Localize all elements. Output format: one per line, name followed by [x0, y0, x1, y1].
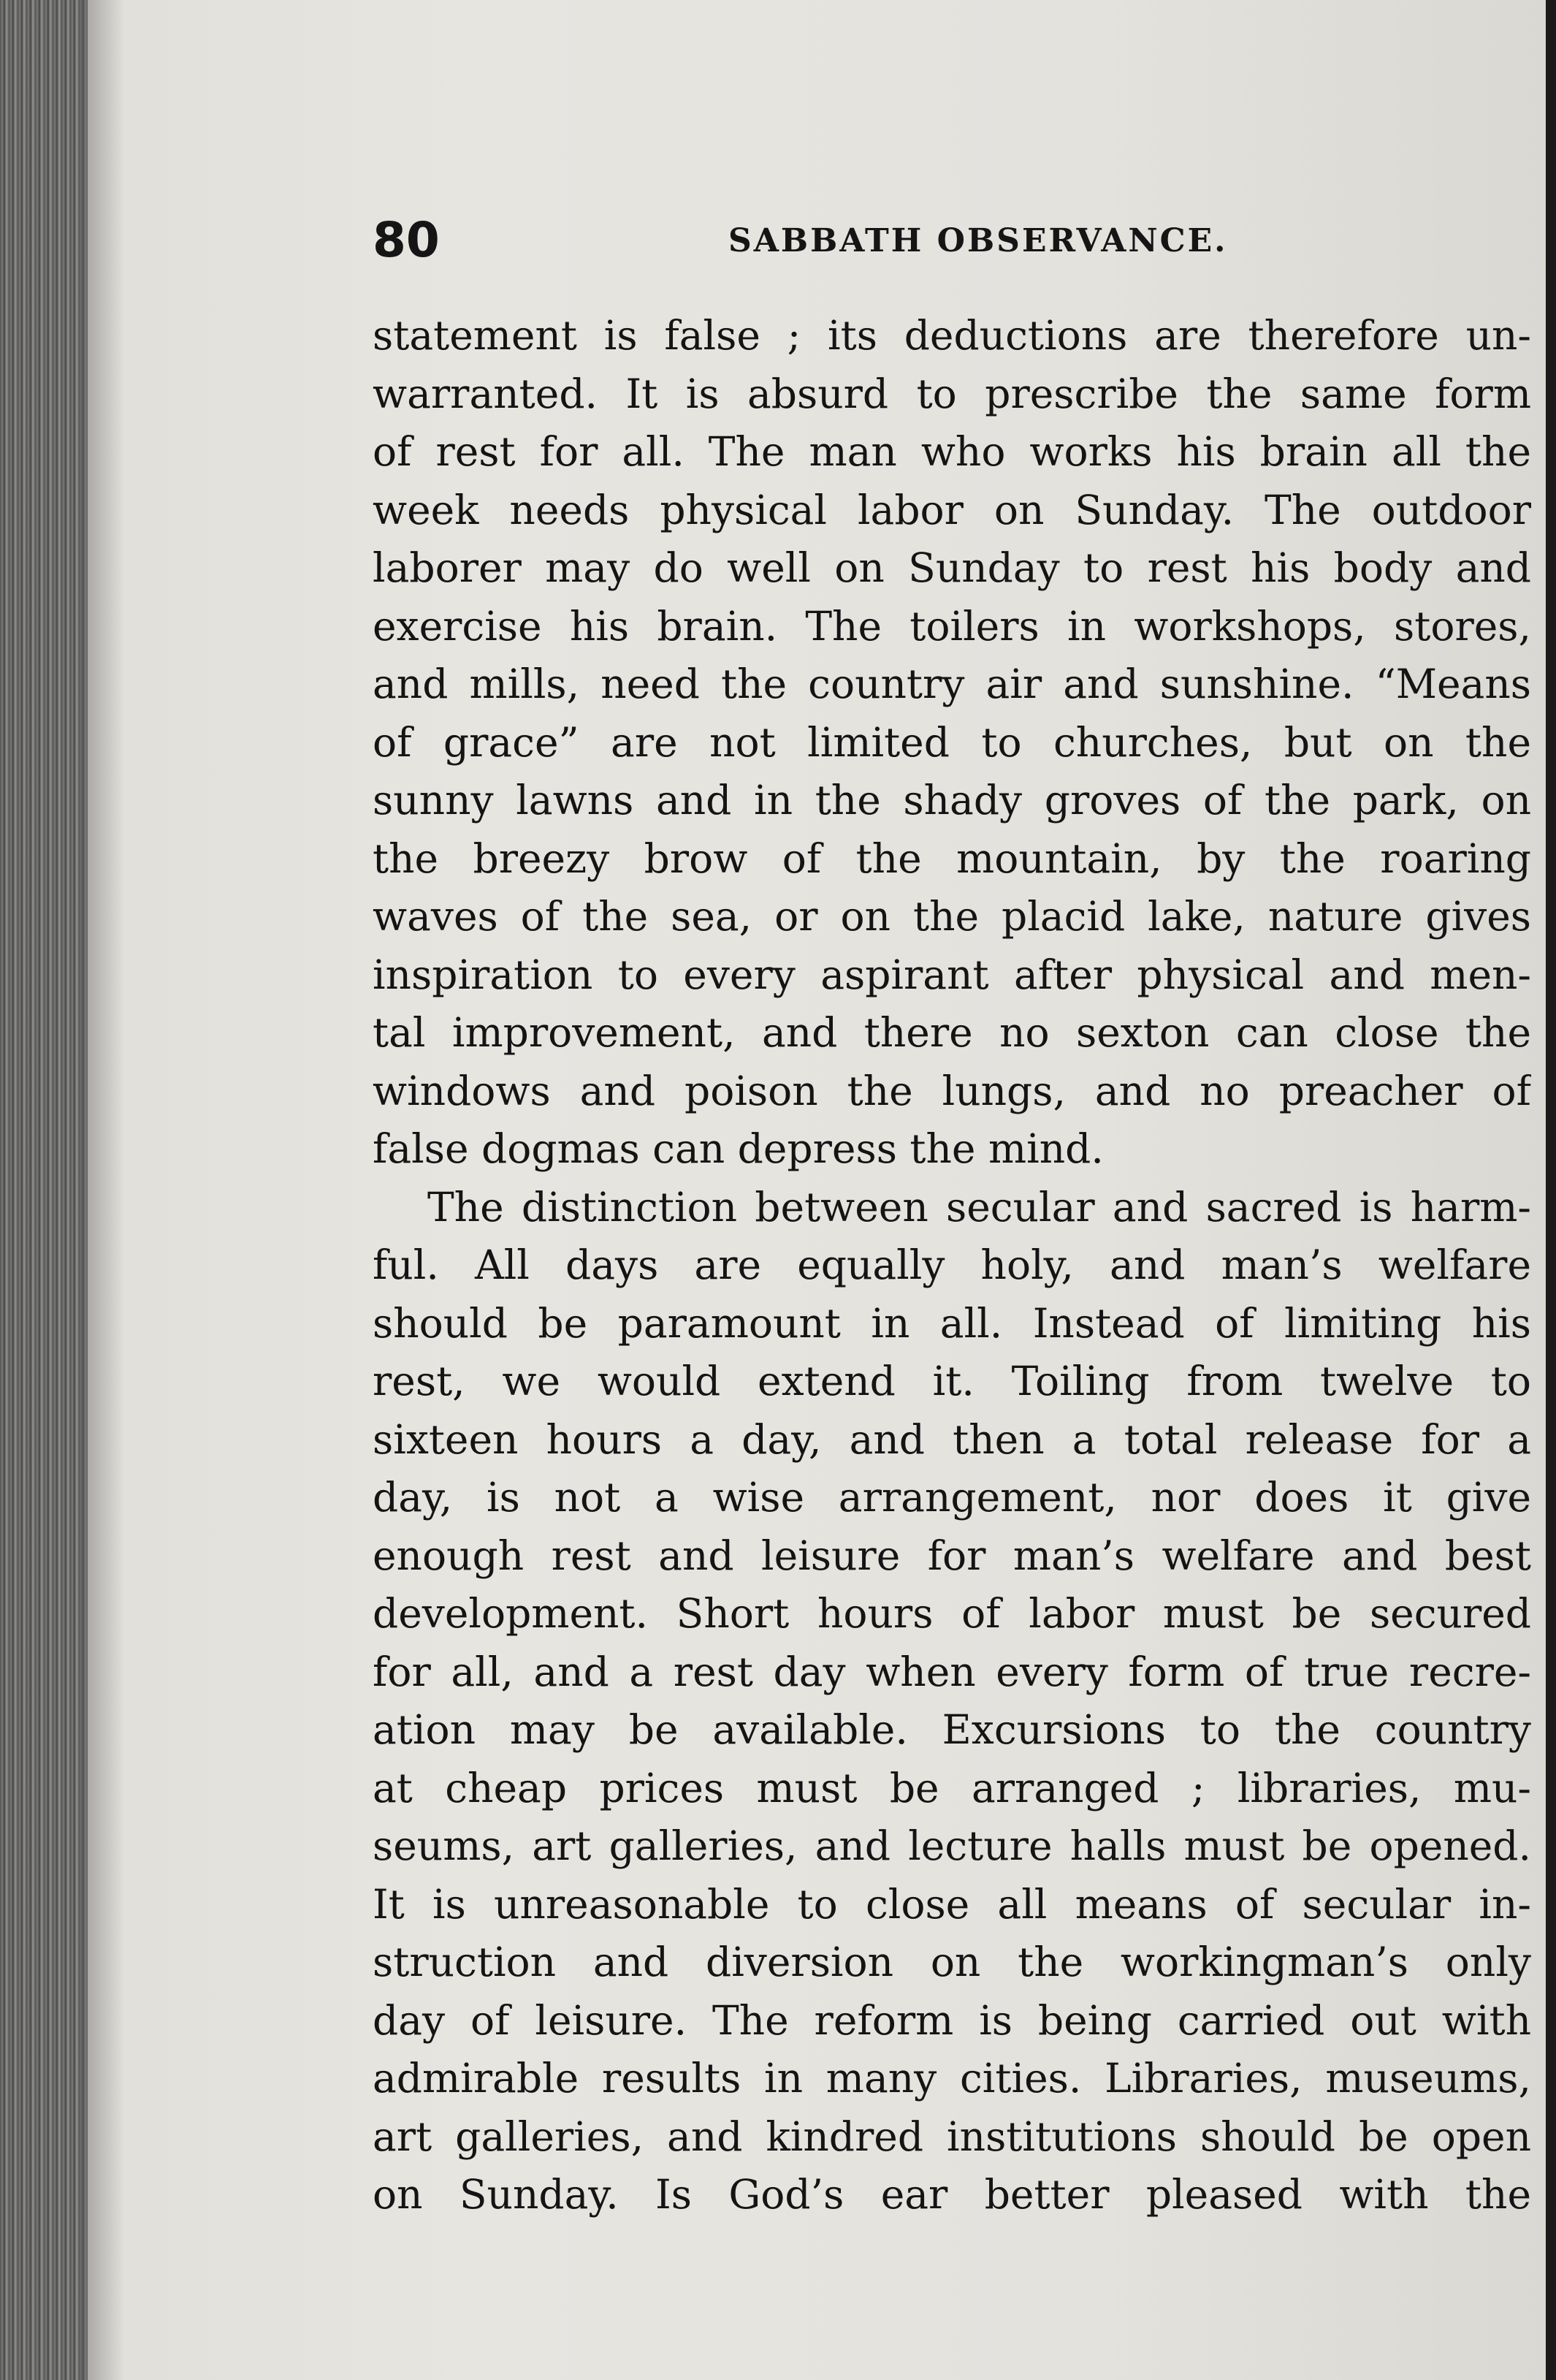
text-line: ation may be available. Excursions to the country — [373, 1706, 1531, 1753]
text-line: day of leisure. The reform is being carried out with — [373, 1996, 1531, 2044]
text-line: waves of the sea, or on the placid lake, nature gives — [373, 893, 1531, 940]
text-line: sixteen hours a day, and then a total release for a — [373, 1415, 1531, 1463]
page-number: 80 — [373, 212, 440, 268]
paragraph-start-line: The distinction between secular and sacred is harm- — [427, 1183, 1531, 1231]
text-line: of rest for all. The man who works his brain all the — [373, 428, 1531, 475]
text-line: development. Short hours of labor must be secured — [373, 1590, 1531, 1637]
text-line: rest, we would extend it. Toiling from twelve to — [373, 1358, 1531, 1404]
text-line: day, is not a wise arrangement, nor does it give — [373, 1474, 1531, 1521]
text-line: tal improvement, and there no sexton can close the — [373, 1009, 1531, 1056]
binding-shadow — [80, 0, 124, 2380]
text-line: windows and poison the lungs, and no preacher of — [373, 1067, 1531, 1114]
book-binding-edge — [0, 0, 88, 2380]
text-line: sunny lawns and in the shady groves of the park, on — [373, 777, 1531, 824]
text-line: seums, art galleries, and lecture halls must be opened. — [373, 1822, 1531, 1869]
text-line: statement is false ; its deductions are therefore un- — [373, 312, 1531, 359]
text-line: false dogmas can depress the mind. — [373, 1125, 1104, 1172]
text-line: laborer may do well on Sunday to rest his body and — [373, 544, 1531, 591]
running-title: SABBATH OBSERVANCE. — [728, 222, 1228, 259]
text-line: ful. All days are equally holy, and man’s welfare — [373, 1242, 1531, 1288]
text-line: at cheap prices must be arranged ; libraries, mu- — [373, 1764, 1531, 1811]
text-line: art galleries, and kindred institutions should be open — [373, 2113, 1531, 2160]
text-line: inspiration to every aspirant after physical and men- — [373, 951, 1531, 998]
scan-edge — [1546, 0, 1556, 2380]
text-line: should be paramount in all. Instead of limiting his — [373, 1299, 1531, 1347]
text-line: for all, and a rest day when every form of true recre- — [373, 1648, 1531, 1695]
text-line: the breezy brow of the mountain, by the roaring — [373, 834, 1531, 882]
text-line: and mills, need the country air and sunshine. “Means — [373, 661, 1531, 707]
body-text — [373, 307, 1531, 2224]
text-line: of grace” are not limited to churches, but on the — [373, 718, 1531, 766]
text-line: on Sunday. Is God’s ear better pleased with the — [373, 2171, 1531, 2218]
text-line: warranted. It is absurd to prescribe the same form — [373, 370, 1531, 417]
text-line: exercise his brain. The toilers in workshops, stores, — [373, 602, 1531, 650]
text-line: enough rest and leisure for man’s welfare and best — [373, 1532, 1531, 1579]
text-line: struction and diversion on the workingman’s only — [373, 1939, 1531, 1985]
text-line: week needs physical labor on Sunday. The outdoor — [373, 486, 1531, 533]
text-line: admirable results in many cities. Libraries, museums, — [373, 2055, 1531, 2102]
page-header — [373, 212, 1519, 278]
text-line: It is unreasonable to close all means of secular in- — [373, 1880, 1531, 1928]
